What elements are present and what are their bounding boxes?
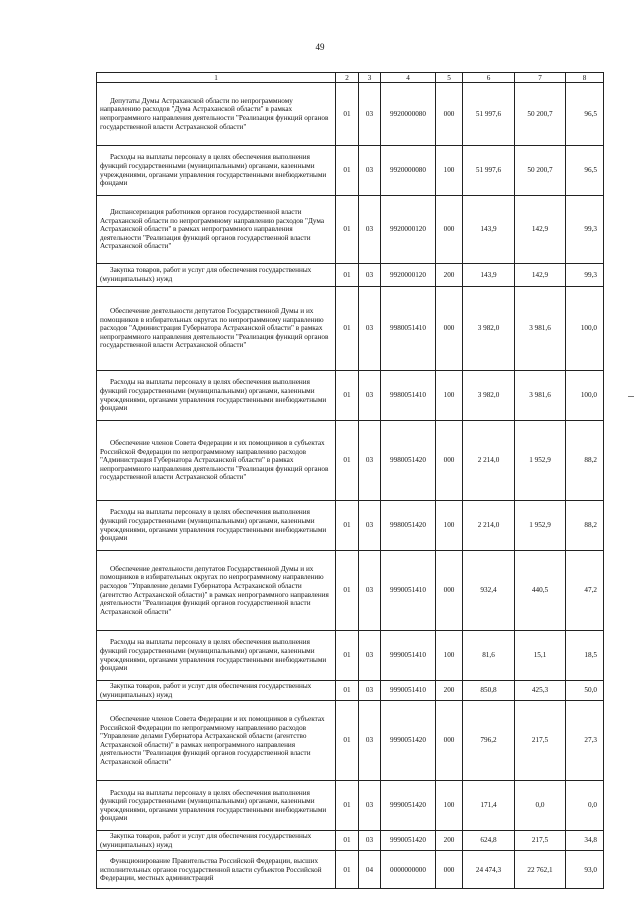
row-value-cell: 03 bbox=[359, 701, 381, 781]
budget-table bbox=[96, 72, 604, 889]
row-value-cell: 9990051410 bbox=[381, 681, 436, 701]
row-value-cell: 100 bbox=[436, 631, 463, 681]
table-row bbox=[97, 196, 604, 264]
row-value-cell: 440,5 bbox=[515, 551, 566, 631]
row-value-cell: 100 bbox=[436, 371, 463, 421]
row-value-cell: 03 bbox=[359, 287, 381, 371]
row-name-cell: Обеспечение деятельности депутатов Государственной Думы и их помощников в избирательных округах по непрограммному направлению расходов "Управление делами Губернатора Астраханской области (агентство Астраханской области)" в рамках непрограммного направления деятельности "Реализация функций органов государственной власти Астраханской области" bbox=[97, 551, 336, 631]
table-row bbox=[97, 421, 604, 501]
row-value-cell: 15,1 bbox=[515, 631, 566, 681]
row-value-cell: 01 bbox=[336, 371, 359, 421]
row-value-cell: 22 762,1 bbox=[515, 851, 566, 889]
table-row bbox=[97, 781, 604, 831]
row-value-cell: 81,6 bbox=[463, 631, 515, 681]
row-value-cell: 9990051420 bbox=[381, 781, 436, 831]
row-name-cell: Обеспечение деятельности депутатов Государственной Думы и их помощников в избирательных округах по непрограммному направлению расходов "Администрация Губернатора Астраханской области" в рамках непрограммного направления деятельности "Реализация функций органов государственной власти Астраханской области" bbox=[97, 287, 336, 371]
row-value-cell: 0000000000 bbox=[381, 851, 436, 889]
row-value-cell: 0,0 bbox=[515, 781, 566, 831]
row-name-cell: Диспансеризация работников органов государственной власти Астраханской области по непрограммному направлению расходов "Дума Астраханской области" в рамках непрограммного направления деятельности "Реализация функций органов государственной власти Астраханской области" bbox=[97, 196, 336, 264]
row-name-cell: Расходы на выплаты персоналу в целях обеспечения выполнения функций государственными (муниципальными) органами, казенными учреждениями, органами управления государственными внебюджетными фондами bbox=[97, 371, 336, 421]
row-name-cell: Закупка товаров, работ и услуг для обеспечения государственных (муниципальных) нужд bbox=[97, 264, 336, 287]
row-value-cell: 24 474,3 bbox=[463, 851, 515, 889]
row-value-cell: 425,3 bbox=[515, 681, 566, 701]
column-number: 8 bbox=[566, 73, 604, 83]
row-value-cell: 000 bbox=[436, 83, 463, 146]
column-number: 5 bbox=[436, 73, 463, 83]
row-value-cell: 200 bbox=[436, 831, 463, 851]
row-value-cell: 01 bbox=[336, 851, 359, 889]
table-row bbox=[97, 631, 604, 681]
row-value-cell: 01 bbox=[336, 831, 359, 851]
row-value-cell: 142,9 bbox=[515, 196, 566, 264]
row-value-cell: 50 200,7 bbox=[515, 83, 566, 146]
row-value-cell: 000 bbox=[436, 421, 463, 501]
row-value-cell: 01 bbox=[336, 421, 359, 501]
row-value-cell: 04 bbox=[359, 851, 381, 889]
row-value-cell: 01 bbox=[336, 287, 359, 371]
row-percent-cell: 96,5 bbox=[566, 146, 604, 196]
scan-edge-mark bbox=[628, 396, 634, 397]
row-value-cell: 143,9 bbox=[463, 196, 515, 264]
row-value-cell: 3 982,0 bbox=[463, 287, 515, 371]
table-row bbox=[97, 551, 604, 631]
row-value-cell: 200 bbox=[436, 264, 463, 287]
column-number-row bbox=[97, 73, 604, 83]
row-percent-cell: 27,3 bbox=[566, 701, 604, 781]
row-value-cell: 51 997,6 bbox=[463, 83, 515, 146]
row-value-cell: 9920000120 bbox=[381, 196, 436, 264]
row-percent-cell: 18,5 bbox=[566, 631, 604, 681]
row-percent-cell: 47,2 bbox=[566, 551, 604, 631]
row-percent-cell: 50,0 bbox=[566, 681, 604, 701]
row-name-cell: Обеспечение членов Совета Федерации и их помощников в субъектах Российской Федерации по непрограммному направлению расходов "Управление делами Губернатора Астраханской области (агентство Астраханской области)" в рамках непрограммного направления деятельности "Реализация функций органов государственной власти Астраханской области" bbox=[97, 701, 336, 781]
row-value-cell: 9990051410 bbox=[381, 551, 436, 631]
row-value-cell: 000 bbox=[436, 196, 463, 264]
row-value-cell: 01 bbox=[336, 551, 359, 631]
row-value-cell: 03 bbox=[359, 83, 381, 146]
row-value-cell: 000 bbox=[436, 701, 463, 781]
row-value-cell: 03 bbox=[359, 196, 381, 264]
row-name-cell: Депутаты Думы Астраханской области по непрограммному направлению расходов "Дума Астраханской области" в рамках непрограммного направления деятельности "Реализация функций органов государственной власти Астраханской области" bbox=[97, 83, 336, 146]
row-value-cell: 01 bbox=[336, 701, 359, 781]
row-value-cell: 50 200,7 bbox=[515, 146, 566, 196]
row-percent-cell: 93,0 bbox=[566, 851, 604, 889]
row-value-cell: 932,4 bbox=[463, 551, 515, 631]
row-value-cell: 171,4 bbox=[463, 781, 515, 831]
row-value-cell: 200 bbox=[436, 681, 463, 701]
column-number: 3 bbox=[359, 73, 381, 83]
row-value-cell: 03 bbox=[359, 781, 381, 831]
row-name-cell: Функционирование Правительства Российской Федерации, высших исполнительных органов государственной власти субъектов Российской Федерации, местных администраций bbox=[97, 851, 336, 889]
row-value-cell: 624,8 bbox=[463, 831, 515, 851]
row-value-cell: 000 bbox=[436, 287, 463, 371]
row-value-cell: 9920000080 bbox=[381, 83, 436, 146]
row-value-cell: 01 bbox=[336, 264, 359, 287]
row-percent-cell: 88,2 bbox=[566, 421, 604, 501]
row-value-cell: 03 bbox=[359, 371, 381, 421]
row-percent-cell: 96,5 bbox=[566, 83, 604, 146]
row-value-cell: 2 214,0 bbox=[463, 501, 515, 551]
table-row bbox=[97, 264, 604, 287]
table-row bbox=[97, 501, 604, 551]
row-value-cell: 9980051420 bbox=[381, 421, 436, 501]
row-percent-cell: 99,3 bbox=[566, 196, 604, 264]
row-name-cell: Закупка товаров, работ и услуг для обеспечения государственных (муниципальных) нужд bbox=[97, 681, 336, 701]
row-value-cell: 217,5 bbox=[515, 831, 566, 851]
row-value-cell: 9920000120 bbox=[381, 264, 436, 287]
row-value-cell: 51 997,6 bbox=[463, 146, 515, 196]
row-percent-cell: 0,0 bbox=[566, 781, 604, 831]
table-row bbox=[97, 371, 604, 421]
row-value-cell: 1 952,9 bbox=[515, 421, 566, 501]
row-value-cell: 9980051410 bbox=[381, 371, 436, 421]
row-value-cell: 03 bbox=[359, 681, 381, 701]
row-value-cell: 01 bbox=[336, 83, 359, 146]
row-value-cell: 3 982,0 bbox=[463, 371, 515, 421]
row-value-cell: 9980051410 bbox=[381, 287, 436, 371]
table-row bbox=[97, 851, 604, 889]
row-value-cell: 9990051410 bbox=[381, 631, 436, 681]
row-name-cell: Обеспечение членов Совета Федерации и их помощников в субъектах Российской Федерации по непрограммному направлению расходов "Администрация Губернатора Астраханской области" в рамках непрограммного направления деятельности "Реализация функций органов государственной власти Астраханской области" bbox=[97, 421, 336, 501]
row-value-cell: 000 bbox=[436, 551, 463, 631]
row-value-cell: 000 bbox=[436, 851, 463, 889]
row-value-cell: 01 bbox=[336, 196, 359, 264]
row-value-cell: 100 bbox=[436, 146, 463, 196]
row-value-cell: 01 bbox=[336, 631, 359, 681]
row-value-cell: 9990051420 bbox=[381, 831, 436, 851]
table-row bbox=[97, 83, 604, 146]
row-value-cell: 9990051420 bbox=[381, 701, 436, 781]
row-value-cell: 100 bbox=[436, 501, 463, 551]
column-number: 7 bbox=[515, 73, 566, 83]
row-value-cell: 3 981,6 bbox=[515, 287, 566, 371]
row-value-cell: 03 bbox=[359, 501, 381, 551]
table-row bbox=[97, 146, 604, 196]
row-value-cell: 01 bbox=[336, 146, 359, 196]
row-value-cell: 9980051420 bbox=[381, 501, 436, 551]
row-percent-cell: 99,3 bbox=[566, 264, 604, 287]
table-row bbox=[97, 831, 604, 851]
row-name-cell: Закупка товаров, работ и услуг для обеспечения государственных (муниципальных) нужд bbox=[97, 831, 336, 851]
row-name-cell: Расходы на выплаты персоналу в целях обеспечения выполнения функций государственными (муниципальными) органами, казенными учреждениями, органами управления государственными внебюджетными фондами bbox=[97, 631, 336, 681]
row-value-cell: 143,9 bbox=[463, 264, 515, 287]
row-value-cell: 01 bbox=[336, 681, 359, 701]
row-value-cell: 03 bbox=[359, 264, 381, 287]
table-row bbox=[97, 701, 604, 781]
row-value-cell: 01 bbox=[336, 501, 359, 551]
table-row bbox=[97, 681, 604, 701]
row-value-cell: 2 214,0 bbox=[463, 421, 515, 501]
row-value-cell: 03 bbox=[359, 146, 381, 196]
row-value-cell: 03 bbox=[359, 631, 381, 681]
row-value-cell: 100 bbox=[436, 781, 463, 831]
row-value-cell: 03 bbox=[359, 421, 381, 501]
column-number: 1 bbox=[97, 73, 336, 83]
row-value-cell: 796,2 bbox=[463, 701, 515, 781]
table-row bbox=[97, 287, 604, 371]
row-value-cell: 217,5 bbox=[515, 701, 566, 781]
column-number: 2 bbox=[336, 73, 359, 83]
row-value-cell: 03 bbox=[359, 831, 381, 851]
row-value-cell: 9920000080 bbox=[381, 146, 436, 196]
column-number: 6 bbox=[463, 73, 515, 83]
row-value-cell: 3 981,6 bbox=[515, 371, 566, 421]
row-value-cell: 142,9 bbox=[515, 264, 566, 287]
row-value-cell: 850,8 bbox=[463, 681, 515, 701]
row-value-cell: 01 bbox=[336, 781, 359, 831]
page-number: 49 bbox=[315, 42, 325, 52]
row-name-cell: Расходы на выплаты персоналу в целях обеспечения выполнения функций государственными (муниципальными) органами, казенными учреждениями, органами управления государственными внебюджетными фондами bbox=[97, 146, 336, 196]
row-percent-cell: 88,2 bbox=[566, 501, 604, 551]
row-percent-cell: 100,0 bbox=[566, 287, 604, 371]
row-percent-cell: 100,0 bbox=[566, 371, 604, 421]
column-number: 4 bbox=[381, 73, 436, 83]
row-name-cell: Расходы на выплаты персоналу в целях обеспечения выполнения функций государственными (муниципальными) органами, казенными учреждениями, органами управления государственными внебюджетными фондами bbox=[97, 501, 336, 551]
row-value-cell: 03 bbox=[359, 551, 381, 631]
row-percent-cell: 34,8 bbox=[566, 831, 604, 851]
row-value-cell: 1 952,9 bbox=[515, 501, 566, 551]
row-name-cell: Расходы на выплаты персоналу в целях обеспечения выполнения функций государственными (муниципальными) органами, казенными учреждениями, органами управления государственными внебюджетными фондами bbox=[97, 781, 336, 831]
